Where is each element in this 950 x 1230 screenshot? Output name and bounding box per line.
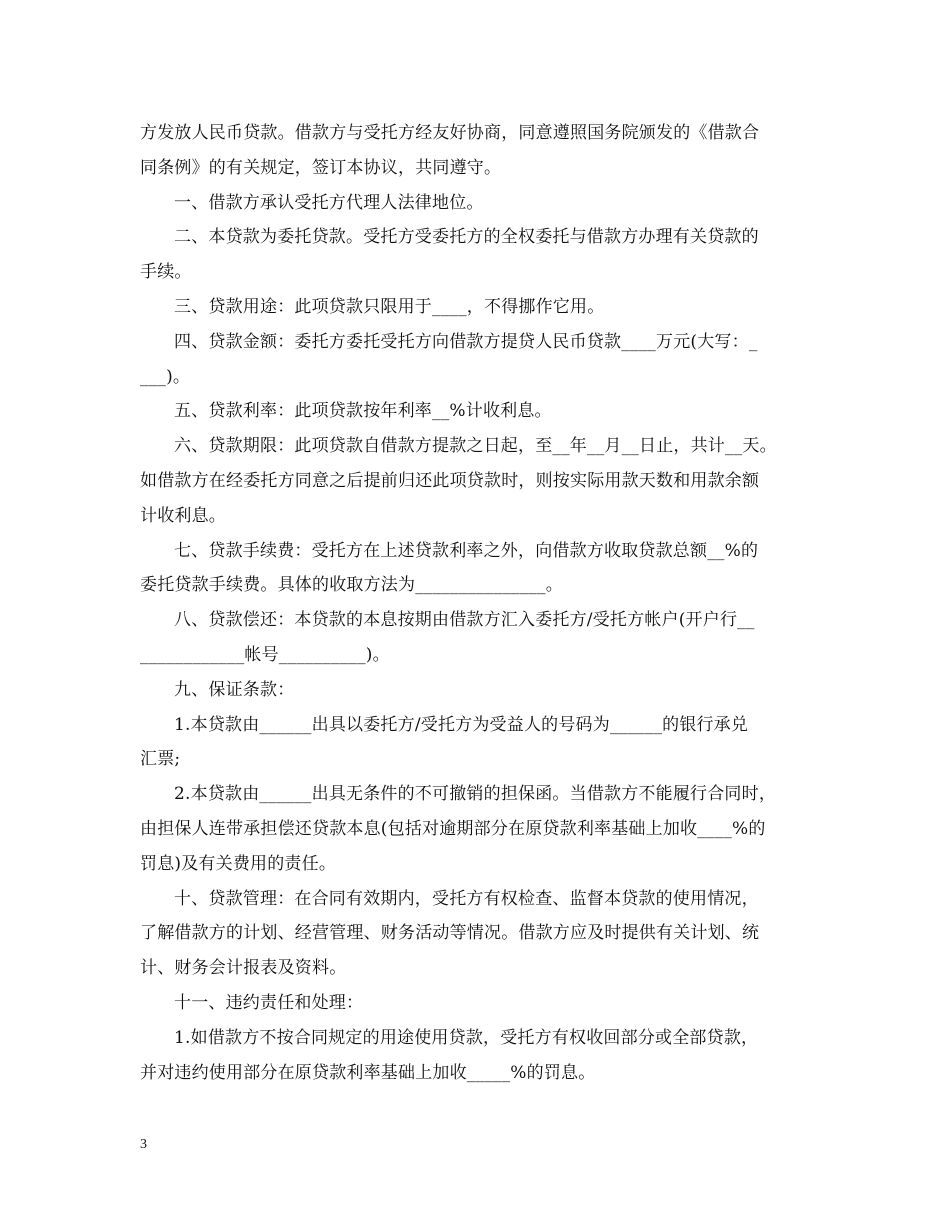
page-number: 3: [140, 1137, 147, 1152]
text-line: 手续。: [140, 262, 192, 283]
clause-11: 十一、违约责任和处理：: [174, 992, 364, 1013]
text-line: 罚息)及有关费用的责任。: [140, 853, 337, 874]
contract-body: [140, 116, 820, 1090]
text-line: ___)。: [140, 366, 191, 387]
sub-clause-9-1: 1.本贷款由______出具以委托方/受托方为受益人的号码为______的银行承兑: [174, 714, 749, 735]
text-line: 计、财务会计报表及资料。: [140, 958, 347, 979]
clause-5: 五、贷款利率：此项贷款按年利率__%计收利息。: [174, 401, 552, 422]
text-line: 由担保人连带承担偿还贷款本息(包括对逾期部分在原贷款利率基础上加收____%的: [140, 818, 766, 839]
clause-2: 二、本贷款为委托贷款。受托方受委托方的全权委托与借款方办理有关贷款的: [174, 227, 759, 248]
text-line: 方发放人民币贷款。借款方与受托方经友好协商，同意遵照国务院颁发的《借款合: [140, 123, 760, 143]
clause-1: 一、借款方承认受托方代理人法律地位。: [174, 192, 484, 213]
text-line: 如借款方在经委托方同意之后提前归还此项贷款时，则按实际用款天数和用款余额: [140, 470, 760, 491]
sub-clause-9-2: 2.本贷款由______出具无条件的不可撤销的担保函。当借款方不能履行合同时，: [174, 784, 777, 805]
sub-clause-11-1: 1.如借款方不按合同规定的用途使用贷款，受托方有权收回部分或全部贷款，: [174, 1027, 759, 1048]
text-line: 同条例》的有关规定，签订本协议，共同遵守。: [140, 157, 502, 178]
clause-6: 六、贷款期限：此项贷款自借款方提款之日起，至__年__月__日止，共计__天。: [174, 436, 777, 457]
text-line: 了解借款方的计划、经营管理、财务活动等情况。借款方应及时提供有关计划、统: [140, 923, 760, 944]
clause-10: 十、贷款管理：在合同有效期内，受托方有权检查、监督本贷款的使用情况，: [174, 888, 759, 909]
text-line: ____________帐号__________)。: [140, 644, 390, 665]
text-line: 委托贷款手续费。具体的收取方法为_______________。: [140, 575, 563, 596]
text-line: 汇票;: [140, 749, 181, 770]
text-line: 并对违约使用部分在原贷款利率基础上加收_____%的罚息。: [140, 1062, 596, 1083]
clause-4: 四、贷款金额：委托方委托受托方向借款方提贷人民币贷款____万元(大写：_: [174, 331, 758, 352]
clause-3: 三、贷款用途：此项贷款只限用于____，不得挪作它用。: [174, 296, 605, 317]
text-line: 计收利息。: [140, 505, 226, 526]
clause-9: 九、保证条款：: [174, 679, 295, 700]
clause-7: 七、贷款手续费：受托方在上述贷款利率之外，向借款方收取贷款总额__%的: [174, 540, 759, 561]
clause-8: 八、贷款偿还：本贷款的本息按期由借款方汇入委托方/受托方帐户(开户行__: [174, 610, 755, 631]
